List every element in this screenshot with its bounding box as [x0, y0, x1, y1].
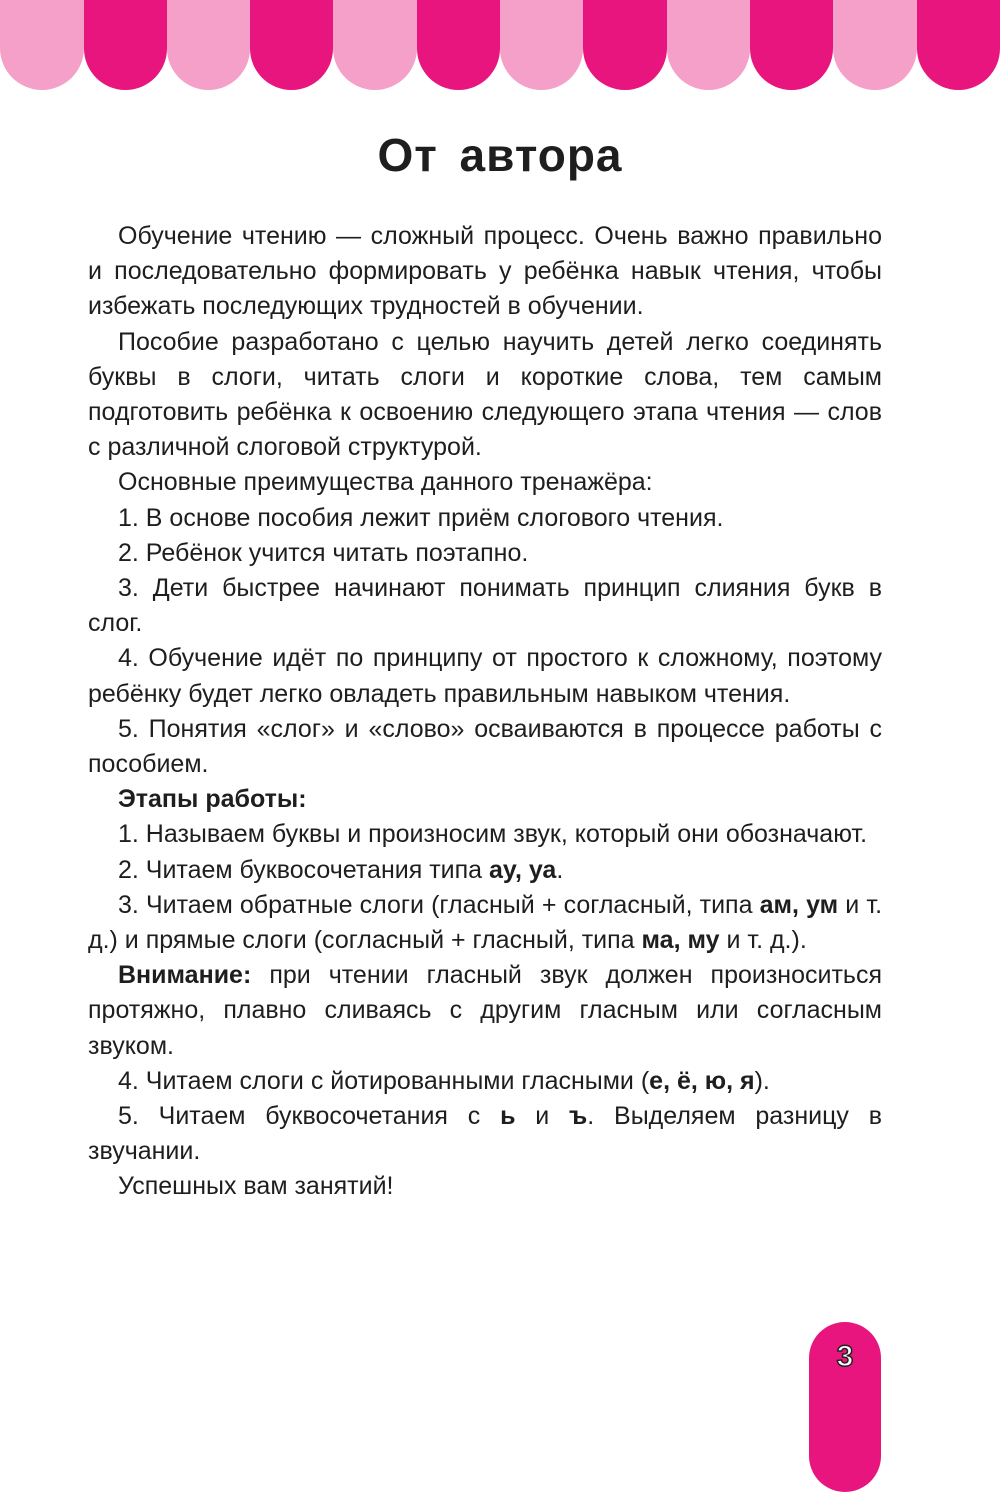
advantage-item: 5. Понятия «слог» и «слово» осваиваются в процессе работы с пособием. [88, 714, 882, 779]
awning-scallop [167, 0, 250, 90]
intro-paragraph-1: Обучение чтению — сложный процесс. Очень важно правильно и последовательно формировать у ребёнка навык чтения, чтобы избежать последующих трудностей в обучении. [88, 222, 882, 321]
article-body [88, 219, 882, 1205]
advantage-item: 2. Ребёнок учится читать поэтапно. [118, 538, 529, 567]
awning-scallop [583, 0, 667, 90]
awning-scallop [417, 0, 500, 90]
advantage-item: 4. Обучение идёт по принципу от простого к сложному, поэтому ребёнку будет легко овладеть правильным навыком чтения. [88, 644, 882, 708]
stage-example: ма, му [641, 926, 720, 955]
stage-item [88, 1064, 882, 1099]
awning-scallop [917, 0, 1000, 90]
stage-example: ам, ум [759, 890, 839, 919]
stage-text: 2. Читаем буквосочетания типа [118, 855, 490, 884]
awning-scallop [0, 0, 84, 90]
stage-text-end: ). [754, 1066, 770, 1095]
stage-text: и т. д.). [719, 926, 807, 955]
page-title: От автора [377, 129, 623, 181]
intro-paragraph-2: Пособие разработано с целью научить детей легко соединять буквы в слоги, читать слоги и короткие слова, тем самым подготовить ребёнка к освоению следующего этапа чтения — слов с различной слоговой структурой. [88, 327, 882, 462]
closing-line: Успешных вам занятий! [118, 1172, 394, 1201]
stage-text: 3. Читаем обратные слоги (гласный + согласный, типа [118, 890, 760, 919]
stage-text: 5. Читаем буквосочетания с [118, 1102, 501, 1131]
soft-sign: ь [500, 1102, 516, 1131]
stage-text: 4. Читаем слоги с йотированными гласными ( [118, 1066, 650, 1095]
page-number-tab [809, 1322, 881, 1492]
stage-text: и т. д.) и прямые слоги (согласный + гласный, типа [88, 890, 883, 955]
awning-scallop [250, 0, 333, 90]
awning-scallop [84, 0, 167, 90]
advantage-item: 1. В основе пособия лежит приём слогового чтения. [118, 503, 724, 532]
advantage-item: 3. Дети быстрее начинают понимать принцип слияния букв в слог. [88, 574, 882, 638]
page-number: 3 [836, 1340, 854, 1373]
awning-scallop [833, 0, 917, 90]
stage-item: 1. Называем буквы и произносим звук, который они обозначают. [118, 820, 868, 849]
stage-example: ау, уа [489, 855, 557, 884]
header-awning-decoration [0, 0, 1000, 90]
hard-sign: ъ [569, 1102, 588, 1131]
stage-example: е, ё, ю, я [649, 1066, 755, 1095]
awning-scallop [667, 0, 750, 90]
attention-label: Внимание: [118, 961, 252, 990]
awning-scallop [333, 0, 417, 90]
attention-text: при чтении гласный звук должен произноситься протяжно, плавно сливаясь с другим гласным или согласным звуком. [88, 961, 882, 1060]
stage-text: . Выделяем разницу в звучании. [88, 1102, 882, 1166]
advantages-heading: Основные преимущества данного тренажёра: [118, 468, 653, 497]
awning-scallop [500, 0, 583, 90]
stage-item [88, 888, 882, 958]
awning-scallop [750, 0, 833, 90]
stage-item [88, 853, 882, 888]
stage-item [88, 1099, 882, 1169]
stage-text: и [515, 1102, 570, 1131]
stage-text-end: . [556, 855, 564, 884]
stages-heading: Этапы работы: [118, 785, 307, 814]
attention-note [88, 958, 882, 1064]
